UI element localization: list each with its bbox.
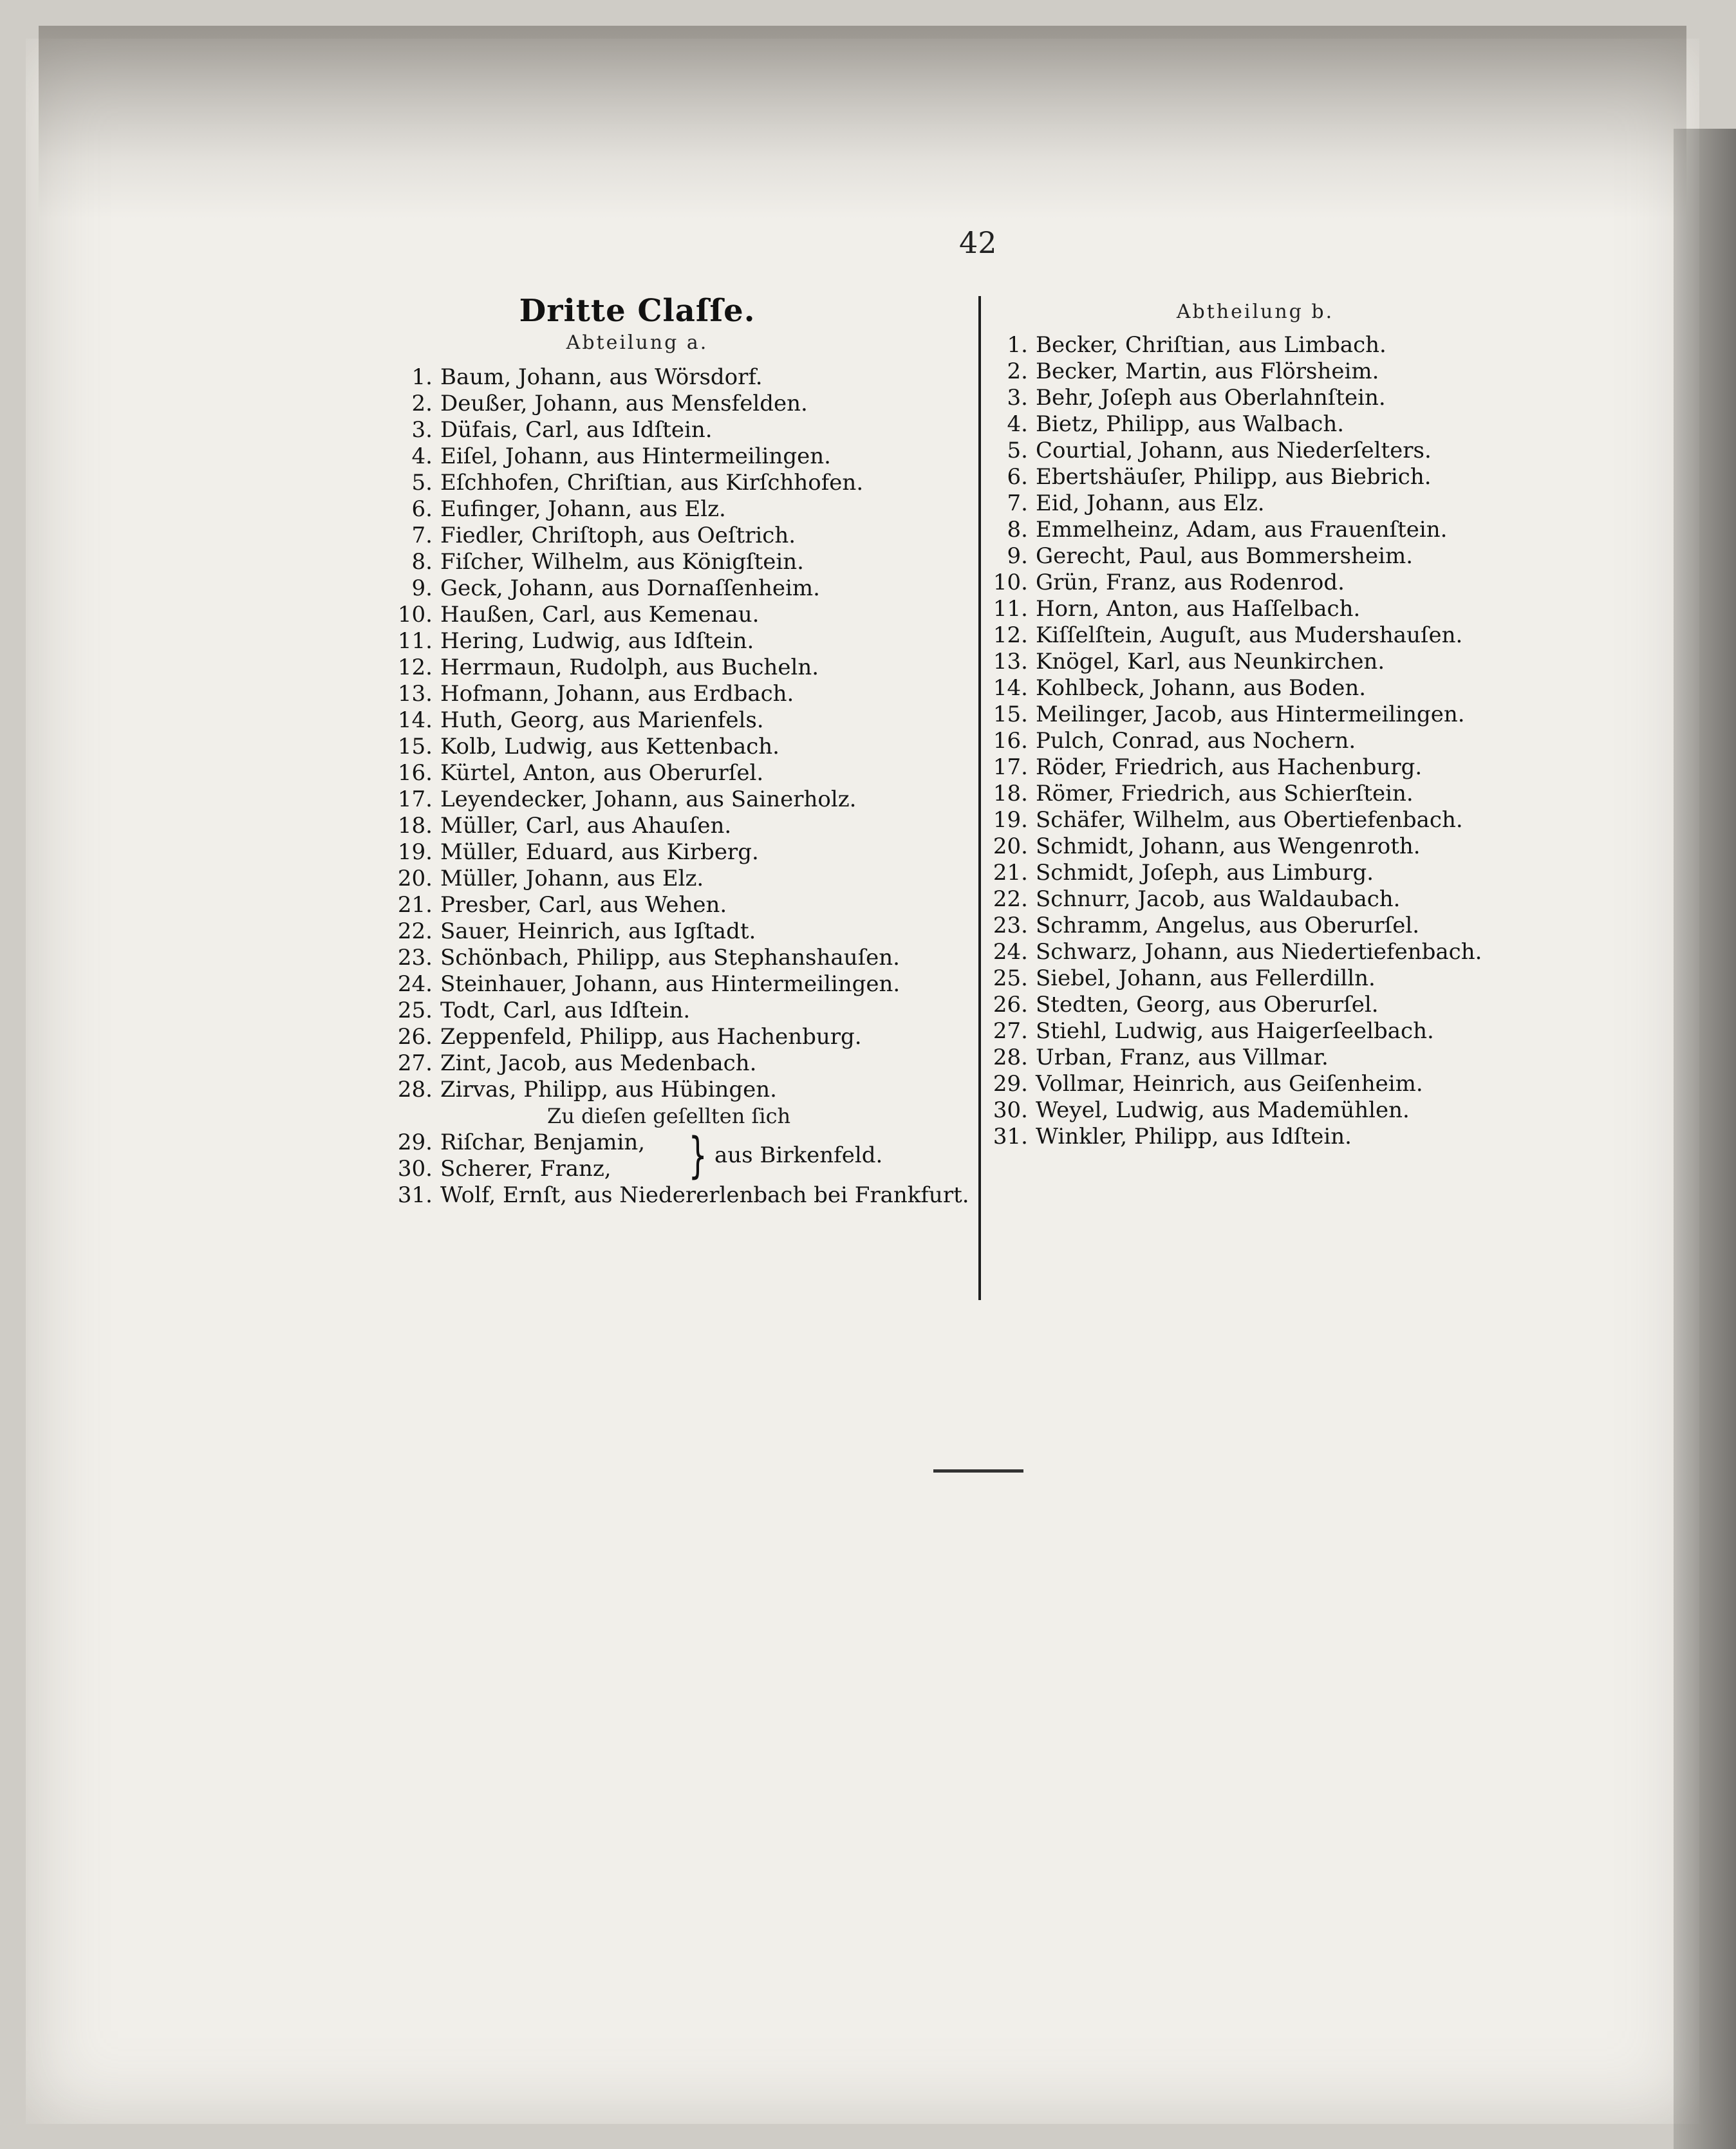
- entry-number: 13.: [397, 681, 433, 707]
- paper-stain: [39, 26, 1686, 219]
- list-item: [393, 549, 972, 575]
- entry-text: Schmidt, Johann, aus Wengenroth.: [1036, 833, 1421, 859]
- list-item: [393, 760, 972, 786]
- entry-text: Eſchhofen, Chriſtian, aus Kirſchhofen.: [440, 470, 864, 496]
- entry-text: Urban, Franz, aus Villmar.: [1036, 1045, 1329, 1070]
- entry-number: 4.: [411, 443, 433, 469]
- entry-number: 9.: [411, 575, 433, 601]
- list-item: [393, 523, 972, 549]
- entry-text: Sauer, Heinrich, aus Igſtadt.: [440, 918, 756, 944]
- entry-number: 11.: [993, 596, 1028, 622]
- entry-number: 2.: [1007, 358, 1028, 384]
- list-item: [393, 443, 972, 470]
- entry-number: 23.: [993, 913, 1028, 938]
- book-edge: [1674, 129, 1736, 2149]
- entry-number: 5.: [411, 470, 433, 496]
- entry-text: Eid, Johann, aus Elz.: [1036, 490, 1265, 516]
- entry-text: Schramm, Angelus, aus Oberurſel.: [1036, 913, 1419, 938]
- entry-number: 23.: [397, 945, 433, 971]
- list-item: [393, 1182, 972, 1209]
- list-item: [988, 833, 1522, 860]
- list-item: [988, 332, 1522, 358]
- list-item: [988, 1071, 1522, 1097]
- entry-number: 9.: [1007, 543, 1028, 569]
- entry-number: 19.: [993, 807, 1028, 833]
- bracket-place: aus Birkenfeld.: [714, 1142, 883, 1168]
- entry-text: Steinhauer, Johann, aus Hintermeilingen.: [440, 971, 901, 997]
- entry-text: Geck, Johann, aus Dornaſſenheim.: [440, 575, 820, 601]
- entry-number: 18.: [397, 813, 433, 839]
- entry-number: 6.: [1007, 464, 1028, 490]
- list-item: [988, 411, 1522, 438]
- section-subtitle-b: Abtheilung b.: [1176, 301, 1334, 323]
- list-item: [393, 655, 972, 681]
- list-item: [988, 1045, 1522, 1071]
- entry-number: 5.: [1007, 438, 1028, 463]
- class-title: Dritte Claſſe.: [519, 293, 756, 329]
- list-item: [988, 702, 1522, 728]
- entry-number: 26.: [397, 1024, 433, 1050]
- entry-text: Eiſel, Johann, aus Hintermeilingen.: [440, 443, 831, 469]
- entry-text: Todt, Carl, aus Idſtein.: [440, 998, 691, 1023]
- entry-text: Ebertshäuſer, Philipp, aus Biebrich.: [1036, 464, 1432, 490]
- entry-text: Bietz, Philipp, aus Walbach.: [1036, 411, 1345, 437]
- list-item: [988, 570, 1522, 596]
- entry-number: 17.: [397, 786, 433, 812]
- entry-text: Vollmar, Heinrich, aus Geiſenheim.: [1036, 1071, 1423, 1097]
- list-item: [393, 1156, 972, 1182]
- entry-number: 22.: [993, 886, 1028, 912]
- list-item: [988, 543, 1522, 570]
- entry-text: Leyendecker, Johann, aus Sainerholz.: [440, 786, 857, 812]
- entry-text: Hofmann, Johann, aus Erdbach.: [440, 681, 794, 707]
- list-item: [393, 734, 972, 760]
- entry-number: 16.: [397, 760, 433, 786]
- list-item: [393, 892, 972, 918]
- list-item: [393, 866, 972, 892]
- entry-text: Fiedler, Chriſtoph, aus Oeſtrich.: [440, 523, 796, 548]
- list-item: [988, 622, 1522, 649]
- entry-text: Becker, Martin, aus Flörsheim.: [1036, 358, 1379, 384]
- entry-text: Zirvas, Philipp, aus Hübingen.: [440, 1077, 777, 1102]
- right-column: [988, 293, 1522, 1150]
- list-item: [988, 675, 1522, 702]
- curly-brace: }: [688, 1126, 707, 1184]
- list-item: [393, 1050, 972, 1077]
- entry-number: 13.: [993, 649, 1028, 674]
- entry-number: 10.: [397, 602, 433, 628]
- list-item: [393, 364, 972, 391]
- entry-number: 28.: [397, 1077, 433, 1102]
- entry-text: Röder, Friedrich, aus Hachenburg.: [1036, 754, 1423, 780]
- entry-number: 1.: [411, 364, 433, 390]
- entry-number: 30.: [397, 1156, 433, 1182]
- list-item: [988, 358, 1522, 385]
- entry-text: Grün, Franz, aus Rodenrod.: [1036, 570, 1345, 595]
- entry-text: Kohlbeck, Johann, aus Boden.: [1036, 675, 1367, 701]
- entry-text: Courtial, Johann, aus Niederſelters.: [1036, 438, 1432, 463]
- entry-number: 30.: [993, 1097, 1028, 1123]
- entry-text: Siebel, Johann, aus Fellerdilln.: [1036, 965, 1376, 991]
- entry-text: Riſchar, Benjamin,: [440, 1130, 646, 1155]
- entry-number: 20.: [397, 866, 433, 891]
- entry-text: Behr, Joſeph aus Oberlahnſtein.: [1036, 385, 1386, 411]
- entry-number: 22.: [397, 918, 433, 944]
- entry-text: Kolb, Ludwig, aus Kettenbach.: [440, 734, 779, 759]
- list-item: [988, 517, 1522, 543]
- entry-text: Eufinger, Johann, aus Elz.: [440, 496, 726, 522]
- list-item: [393, 417, 972, 443]
- list-item: [393, 998, 972, 1024]
- entry-text: Römer, Friedrich, aus Schierſtein.: [1036, 781, 1414, 806]
- list-item: [393, 470, 972, 496]
- entry-number: 25.: [397, 998, 433, 1023]
- entry-number: 14.: [397, 707, 433, 733]
- list-item: [393, 1130, 972, 1156]
- list-item: [393, 602, 972, 628]
- entry-text: Stiehl, Ludwig, aus Haigerſeelbach.: [1036, 1018, 1434, 1044]
- entry-text: Herrmaun, Rudolph, aus Bucheln.: [440, 655, 819, 680]
- entry-text: Kiſſelſtein, Auguſt, aus Mudershauſen.: [1036, 622, 1463, 648]
- left-column: [393, 293, 972, 1209]
- list-item: [988, 860, 1522, 886]
- entry-number: 8.: [1007, 517, 1028, 543]
- list-item: [988, 807, 1522, 833]
- list-item: [393, 681, 972, 707]
- list-item: [393, 391, 972, 417]
- entry-number: 29.: [397, 1130, 433, 1155]
- list-item: [988, 464, 1522, 490]
- entry-number: 21.: [993, 860, 1028, 886]
- entry-text: Weyel, Ludwig, aus Mademühlen.: [1036, 1097, 1410, 1123]
- list-item: [988, 913, 1522, 939]
- entry-number: 20.: [993, 833, 1028, 859]
- list-item: [393, 971, 972, 998]
- list-item: [988, 965, 1522, 992]
- list-item: [393, 918, 972, 945]
- entry-number: 8.: [411, 549, 433, 575]
- entry-number: 27.: [397, 1050, 433, 1076]
- entry-text: Kürtel, Anton, aus Oberurſel.: [440, 760, 764, 786]
- entry-text: Schnurr, Jacob, aus Waldaubach.: [1036, 886, 1401, 912]
- entry-text: Huth, Georg, aus Marienfels.: [440, 707, 764, 733]
- bleed-through-rule: [933, 1469, 1023, 1473]
- list-item: [988, 939, 1522, 965]
- entry-number: 7.: [411, 523, 433, 548]
- student-list-b: [988, 332, 1522, 1150]
- entry-number: 4.: [1007, 411, 1028, 437]
- list-item: [988, 649, 1522, 675]
- list-item: [988, 992, 1522, 1018]
- entry-text: Gerecht, Paul, aus Bommersheim.: [1036, 543, 1414, 569]
- list-item: [988, 728, 1522, 754]
- entry-number: 15.: [993, 702, 1028, 727]
- entry-text: Schäfer, Wilhelm, aus Obertiefenbach.: [1036, 807, 1463, 833]
- group-heading: Zu dieſen geſellten ſich: [547, 1104, 791, 1128]
- entry-number: 2.: [411, 391, 433, 416]
- entry-number: 17.: [993, 754, 1028, 780]
- list-item: [988, 1097, 1522, 1124]
- entry-text: Zint, Jacob, aus Medenbach.: [440, 1050, 757, 1076]
- entry-number: 28.: [993, 1045, 1028, 1070]
- entry-text: Hering, Ludwig, aus Idſtein.: [440, 628, 754, 654]
- entry-text: Presber, Carl, aus Wehen.: [440, 892, 727, 918]
- entry-text: Zeppenfeld, Philipp, aus Hachenburg.: [440, 1024, 862, 1050]
- list-item: [393, 945, 972, 971]
- entry-text: Stedten, Georg, aus Oberurſel.: [1036, 992, 1379, 1018]
- entry-text: Schwarz, Johann, aus Niedertiefenbach.: [1036, 939, 1482, 965]
- section-subtitle-a: Abteilung a.: [566, 331, 709, 354]
- entry-number: 15.: [397, 734, 433, 759]
- list-item: [393, 839, 972, 866]
- entry-number: 18.: [993, 781, 1028, 806]
- entry-number: 25.: [993, 965, 1028, 991]
- entry-number: 29.: [993, 1071, 1028, 1097]
- entry-text: Düfais, Carl, aus Idſtein.: [440, 417, 713, 443]
- list-item: [988, 385, 1522, 411]
- list-item: [393, 707, 972, 734]
- list-item: [988, 490, 1522, 517]
- entry-text: Horn, Anton, aus Haſſelbach.: [1036, 596, 1361, 622]
- entry-number: 11.: [397, 628, 433, 654]
- entry-number: 7.: [1007, 490, 1028, 516]
- entry-text: Wolf, Ernſt, aus Niedererlenbach bei Frankfurt.: [440, 1182, 969, 1208]
- list-item: [988, 596, 1522, 622]
- entry-text: Knögel, Karl, aus Neunkirchen.: [1036, 649, 1385, 674]
- entry-text: Schönbach, Philipp, aus Stephanshauſen.: [440, 945, 900, 971]
- entry-number: 24.: [397, 971, 433, 997]
- entry-text: Haußen, Carl, aus Kemenau.: [440, 602, 760, 628]
- list-item: [988, 781, 1522, 807]
- entry-number: 26.: [993, 992, 1028, 1018]
- entry-text: Fiſcher, Wilhelm, aus Königſtein.: [440, 549, 804, 575]
- entry-number: 21.: [397, 892, 433, 918]
- entry-number: 6.: [411, 496, 433, 522]
- entry-text: Schmidt, Joſeph, aus Limburg.: [1036, 860, 1374, 886]
- entry-text: Emmelheinz, Adam, aus Frauenſtein.: [1036, 517, 1448, 543]
- list-item: [393, 1024, 972, 1050]
- entry-text: Pulch, Conrad, aus Nochern.: [1036, 728, 1356, 754]
- list-item: [988, 886, 1522, 913]
- entry-text: Winkler, Philipp, aus Idſtein.: [1036, 1124, 1352, 1149]
- entry-number: 16.: [993, 728, 1028, 754]
- list-item: [988, 754, 1522, 781]
- entry-number: 31.: [993, 1124, 1028, 1149]
- entry-text: Müller, Eduard, aus Kirberg.: [440, 839, 759, 865]
- entry-number: 1.: [1007, 332, 1028, 358]
- entry-number: 3.: [411, 417, 433, 443]
- page-number: 42: [959, 225, 997, 260]
- list-item: [393, 1077, 972, 1103]
- list-item: [393, 575, 972, 602]
- list-item: [988, 1018, 1522, 1045]
- list-item: [988, 438, 1522, 464]
- column-divider: [978, 296, 981, 1300]
- entry-text: Müller, Carl, aus Ahauſen.: [440, 813, 732, 839]
- student-list-a: [393, 364, 972, 1103]
- list-item: [393, 813, 972, 839]
- entry-number: 10.: [993, 570, 1028, 595]
- entry-text: Scherer, Franz,: [440, 1156, 611, 1182]
- entry-text: Müller, Johann, aus Elz.: [440, 866, 704, 891]
- entry-number: 27.: [993, 1018, 1028, 1044]
- list-item: [393, 628, 972, 655]
- entry-text: Deußer, Johann, aus Mensfelden.: [440, 391, 808, 416]
- entry-number: 19.: [397, 839, 433, 865]
- entry-text: Baum, Johann, aus Wörsdorf.: [440, 364, 763, 390]
- bracketed-entries: [393, 1126, 972, 1184]
- list-item: [988, 1124, 1522, 1150]
- list-item: [393, 496, 972, 523]
- entry-number: 31.: [397, 1182, 433, 1208]
- entry-number: 14.: [993, 675, 1028, 701]
- entry-number: 24.: [993, 939, 1028, 965]
- entry-text: Becker, Chriſtian, aus Limbach.: [1036, 332, 1386, 358]
- list-item: [393, 786, 972, 813]
- entry-number: 12.: [397, 655, 433, 680]
- entry-number: 3.: [1007, 385, 1028, 411]
- entry-number: 12.: [993, 622, 1028, 648]
- entry-text: Meilinger, Jacob, aus Hintermeilingen.: [1036, 702, 1465, 727]
